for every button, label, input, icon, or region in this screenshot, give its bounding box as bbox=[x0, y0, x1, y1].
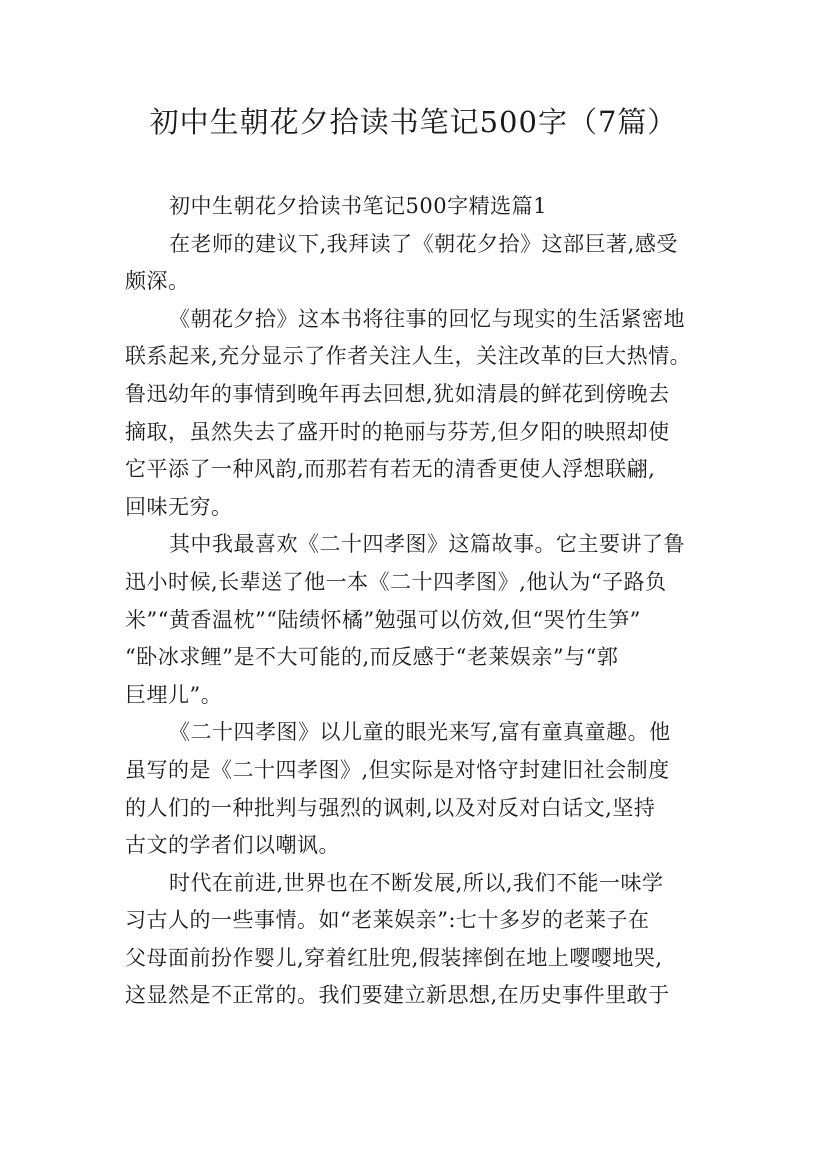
text-line: 《二十四孝图》以儿童的眼光来写,富有童真童趣。他 bbox=[169, 720, 671, 745]
text-line: 鲁迅幼年的事情到晚年再去回想,犹如清晨的鲜花到傍晚去 bbox=[125, 381, 670, 406]
text-line: 摘取，虽然失去了盛开时的艳丽与芬芳,但夕阳的映照却使 bbox=[125, 419, 670, 444]
text-line: “卧冰求鲤”是不大可能的,而反感于“老莱娱亲”与“郭 bbox=[125, 645, 619, 670]
document-body bbox=[125, 188, 725, 1015]
text-line: 在老师的建议下,我拜读了《朝花夕拾》这部巨著,感受 bbox=[169, 231, 678, 256]
text-line: 虽写的是《二十四孝图》,但实际是对恪守封建旧社会制度 bbox=[125, 757, 670, 782]
text-line: 父母面前扮作婴儿,穿着红肚兜,假装摔倒在地上嘤嘤地哭, bbox=[125, 945, 663, 970]
text-line: 米”“黄香温枕”“陆绩怀橘”勉强可以仿效,但“哭竹生笋” bbox=[125, 607, 641, 632]
text-line: 初中生朝花夕拾读书笔记500字精选篇1 bbox=[169, 194, 547, 218]
text-line: 巨埋儿”。 bbox=[125, 682, 223, 707]
text-line: 回味无穷。 bbox=[125, 494, 233, 519]
text-line: 的人们的一种批判与强烈的讽刺,以及对反对白话文,坚持 bbox=[125, 795, 656, 820]
text-line: 古文的学者们以嘲讽。 bbox=[125, 833, 340, 858]
text-line: 联系起来,充分显示了作者关注人生，关注改革的巨大热情。 bbox=[125, 344, 692, 369]
text-line: 其中我最喜欢《二十四孝图》这篇故事。它主要讲了鲁 bbox=[169, 532, 685, 557]
text-line: 颇深。 bbox=[125, 269, 190, 294]
text-line: 它平添了一种风韵,而那若有若无的清香更使人浮想联翩, bbox=[125, 457, 656, 482]
document-title: 初中生朝花夕拾读书笔记500字（7篇） bbox=[149, 105, 678, 139]
text-line: 《朝花夕拾》这本书将往事的回忆与现实的生活紧密地 bbox=[169, 306, 685, 331]
text-line: 习古人的一些事情。如“老莱娱亲”:七十多岁的老莱子在 bbox=[125, 908, 650, 933]
text-line: 迅小时候,长辈送了他一本《二十四孝图》,他认为“子路负 bbox=[125, 569, 667, 594]
text-line: 这显然是不正常的。我们要建立新思想,在历史事件里敢于 bbox=[125, 983, 670, 1008]
text-line: 时代在前进,世界也在不断发展,所以,我们不能一味学 bbox=[169, 870, 664, 895]
